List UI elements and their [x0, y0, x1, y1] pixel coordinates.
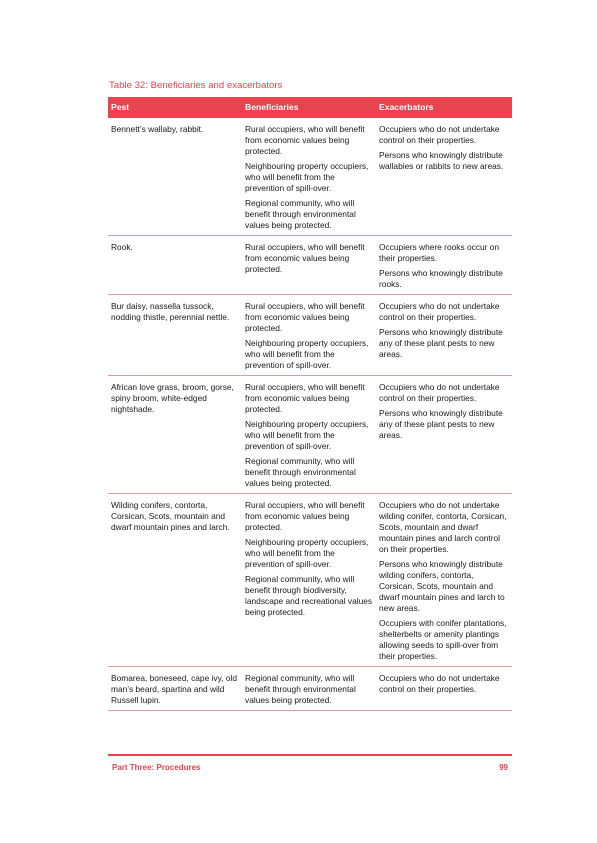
beneficiaries-paragraph: Regional community, who will benefit through environmental values being protected.: [245, 673, 356, 705]
exacerbators-cell: [376, 667, 512, 711]
beneficiaries-cell: [242, 376, 376, 494]
table-row: [108, 667, 512, 711]
pest-text: Bur daisy, nassella tussock, nodding thistle, perennial nettle.: [111, 301, 230, 322]
pest-cell: [108, 236, 242, 295]
footer-divider: [108, 754, 512, 756]
pest-cell: [108, 295, 242, 376]
beneficiaries-table: [108, 97, 512, 711]
beneficiaries-cell: [242, 295, 376, 376]
table-body: [108, 118, 512, 711]
beneficiaries-cell: [242, 667, 376, 711]
beneficiaries-paragraph: Neighbouring property occupiers, who will benefit from the prevention of spill-over.: [245, 161, 369, 193]
beneficiaries-paragraph: Rural occupiers, who will benefit from economic values being protected.: [245, 500, 365, 532]
table-row: [108, 494, 512, 667]
pest-cell: [108, 118, 242, 236]
beneficiaries-paragraph: Regional community, who will benefit through environmental values being protected.: [245, 456, 356, 488]
exacerbators-paragraph: Occupiers who do not undertake control on their properties.: [379, 124, 500, 145]
exacerbators-cell: [376, 494, 512, 667]
exacerbators-paragraph: Persons who knowingly distribute rooks.: [379, 268, 503, 289]
pest-cell: [108, 376, 242, 494]
exacerbators-paragraph: Occupiers where rooks occur on their properties.: [379, 242, 500, 263]
exacerbators-paragraph: Occupiers who do not undertake control on their properties.: [379, 673, 500, 694]
beneficiaries-paragraph: Neighbouring property occupiers, who will benefit from the prevention of spill-over.: [245, 338, 369, 370]
pest-text: Bomarea, boneseed, cape ivy, old man’s beard, spartina and wild Russell lupin.: [111, 673, 238, 705]
beneficiaries-paragraph: Rural occupiers, who will benefit from economic values being protected.: [245, 382, 365, 414]
table-row: [108, 236, 512, 295]
exacerbators-paragraph: Persons who knowingly distribute any of these plant pests to new areas.: [379, 408, 503, 440]
pest-cell: [108, 667, 242, 711]
beneficiaries-cell: [242, 236, 376, 295]
beneficiaries-paragraph: Rural occupiers, who will benefit from economic values being protected.: [245, 242, 365, 274]
header-pest: Pest: [108, 97, 242, 118]
exacerbators-paragraph: Persons who knowingly distribute wallabies or rabbits to new areas.: [379, 150, 504, 171]
beneficiaries-cell: [242, 118, 376, 236]
pest-cell: [108, 494, 242, 667]
exacerbators-cell: [376, 118, 512, 236]
table-header: [108, 97, 512, 118]
page-number: 99: [499, 763, 508, 772]
beneficiaries-paragraph: Regional community, who will benefit through environmental values being protected.: [245, 198, 356, 230]
beneficiaries-paragraph: Neighbouring property occupiers, who will benefit from the prevention of spill-over.: [245, 419, 369, 451]
table-row: [108, 118, 512, 236]
table-row: [108, 376, 512, 494]
beneficiaries-paragraph: Neighbouring property occupiers, who will benefit from the prevention of spill-over.: [245, 537, 369, 569]
footer-section-title: Part Three: Procedures: [112, 763, 201, 772]
pest-text: Bennett’s wallaby, rabbit.: [111, 124, 204, 134]
pest-text: African love grass, broom, gorse, spiny broom, white-edged nightshade.: [111, 382, 234, 414]
pest-text: Rook.: [111, 242, 133, 252]
exacerbators-paragraph: Persons who knowingly distribute any of these plant pests to new areas.: [379, 327, 503, 359]
beneficiaries-paragraph: Regional community, who will benefit through biodiversity, landscape and recreational values being protected.: [245, 574, 373, 617]
beneficiaries-cell: [242, 494, 376, 667]
exacerbators-cell: [376, 376, 512, 494]
exacerbators-cell: [376, 236, 512, 295]
beneficiaries-paragraph: Rural occupiers, who will benefit from economic values being protected.: [245, 124, 365, 156]
exacerbators-paragraph: Occupiers with conifer plantations, shelterbelts or amenity plantings allowing seeds to spill-over from their properties.: [379, 618, 507, 661]
exacerbators-cell: [376, 295, 512, 376]
exacerbators-paragraph: Persons who knowingly distribute wilding conifers, contorta, Corsican, Scots, mountain and dwarf mountain pines and larch to new areas.: [379, 559, 505, 613]
beneficiaries-paragraph: Rural occupiers, who will benefit from economic values being protected.: [245, 301, 365, 333]
exacerbators-paragraph: Occupiers who do not undertake control on their properties.: [379, 301, 500, 322]
table-row: [108, 295, 512, 376]
header-beneficiaries: Beneficiaries: [242, 97, 376, 118]
header-exacerbators: Exacerbators: [376, 97, 512, 118]
table-caption: Table 32: Beneficiaries and exacerbators: [109, 80, 283, 91]
exacerbators-paragraph: Occupiers who do not undertake control on their properties.: [379, 382, 500, 403]
exacerbators-paragraph: Occupiers who do not undertake wilding conifer, contorta, Corsican, Scots, mountain and dwarf mountain pines and larch control on their properties.: [379, 500, 507, 554]
pest-text: Wilding conifers, contorta, Corsican, Scots, mountain and dwarf mountain pines and larch.: [111, 500, 230, 532]
